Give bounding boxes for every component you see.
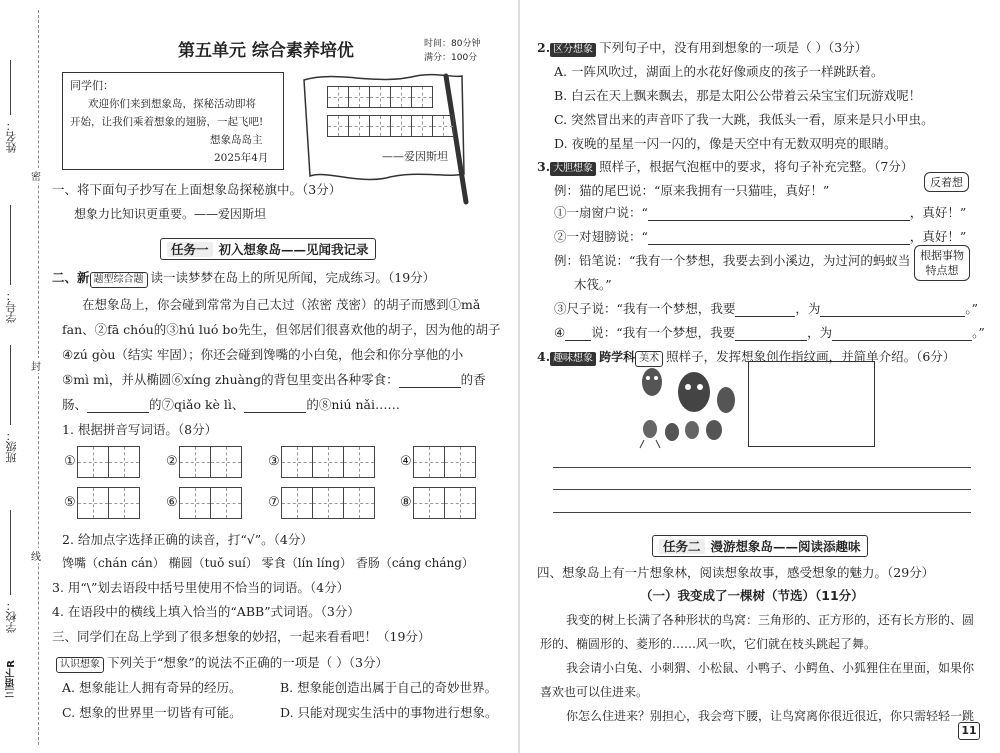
greeting-line2: 欢迎你们来到想象岛，探秘活动即将 — [88, 98, 256, 110]
brand-text: 三语下R — [6, 660, 17, 698]
fill-line-4-post: 。” — [972, 325, 985, 340]
task1-label: 任务一 — [167, 242, 213, 257]
pinyin-grid-5[interactable] — [78, 487, 140, 519]
pinyin-grid-3[interactable] — [282, 446, 375, 478]
greeting-date: 2025年4月 — [214, 152, 269, 164]
fill-line-3-pre: ③尺子说：“我有一个梦想，我要 — [554, 301, 736, 316]
class-blank[interactable] — [10, 345, 11, 425]
q2-1: 1. 根据拼音写词语。（8分） — [62, 422, 218, 437]
seal-mi: 密 — [31, 168, 41, 183]
story-title: （一）我变成了一棵树（节选）（11分） — [640, 588, 864, 603]
q3-title: 三、同学们在岛上学到了很多想象的妙招，一起来看看吧！（19分） — [52, 629, 431, 644]
grid-num-1: ① — [64, 454, 76, 469]
score-total: 满分：100分 — [424, 53, 478, 63]
name-blank[interactable] — [10, 60, 11, 115]
story-line2: 形的、椭圆形的、菱形的……风一吹，它们就在枝头跳起了舞。 — [540, 637, 877, 651]
q3-1-option-c[interactable]: C. 想象的世界里一切皆有可能。 — [62, 705, 242, 720]
pinyin-grid-7[interactable] — [282, 487, 375, 519]
pinyin-grid-8[interactable] — [414, 487, 476, 519]
bubble-feature-line2: 特点想 — [925, 264, 959, 277]
seal-feng: 封 — [31, 358, 41, 373]
page-gutter — [518, 0, 520, 753]
q3-2-option-b[interactable]: B. 白云在天上飘来飘去，那是太阳公公带着云朵宝宝们玩游戏呢！ — [554, 88, 922, 103]
name-label: 姓名： — [5, 120, 18, 153]
abb-blank-3[interactable] — [244, 399, 306, 413]
page-title: 第五单元 综合素养培优 — [178, 41, 354, 61]
story-line5: 你怎么住进来？别担心，我会弯下腰，让鸟窝离你很近很近，你只需轻轻一跳 — [566, 709, 975, 723]
bubble-feature-line1: 根据事物 — [920, 249, 964, 262]
bubble-reverse: 反着想 — [924, 172, 969, 192]
fill-blank-4a[interactable] — [565, 327, 591, 341]
q3-2-option-c[interactable]: C. 突然冒出来的声音吓了我一大跳，我低头一看，原来是只小甲虫。 — [554, 112, 934, 127]
fill-line-2 — [554, 227, 966, 245]
story-line3: 我会请小白兔、小刺猬、小松鼠、小鸭子、小鳄鱼、小狐狸住在里面，如果你 — [566, 661, 975, 675]
greeting-line1: 同学们： — [70, 79, 114, 92]
fill-blank-1[interactable] — [648, 207, 910, 221]
q4-title: 四、想象岛上有一片想象林，阅读想象故事，感受想象的魅力。（29分） — [537, 565, 935, 580]
q2-tag: 题型综合题 — [90, 272, 148, 288]
fill-line-4-pre: ④ — [554, 325, 566, 340]
school-label: 学校： — [5, 600, 18, 633]
binding-line — [38, 10, 39, 745]
fill-blank-4b[interactable] — [735, 327, 807, 341]
fill-line-2-pre: ②一对翅膀说：“ — [554, 229, 648, 244]
grid-num-2: ② — [166, 454, 178, 469]
q3-4-tag2: 跨学科 — [599, 350, 636, 364]
q3-1-option-d[interactable]: D. 只能对现实生活中的事物进行想象。 — [280, 705, 498, 720]
passage-line2: fan、②fā chóu的③hú luó bo先生，但邻居们很喜欢他的胡子，因为他的胡子 — [62, 322, 501, 337]
story-line4: 喜欢也可以住进来。 — [540, 685, 649, 699]
fill-line-3 — [554, 299, 978, 317]
answer-line-3[interactable] — [553, 512, 971, 513]
q3-4: 4. 趣味想象 跨学科 美术 照样子，发挥想象创作指纹画，并简单介绍。（6分） — [537, 347, 955, 367]
pinyin-grid-1[interactable] — [78, 446, 140, 478]
task2-banner — [652, 535, 868, 557]
q2-4: 4. 在语段中的横线上填入恰当的“ABB”式词语。（3分） — [52, 604, 360, 619]
fill-line-1 — [554, 203, 966, 221]
fill-line-3-post: 。” — [965, 301, 979, 316]
q3-1-option-a[interactable]: A. 想象能让人拥有奇异的经历。 — [62, 680, 242, 695]
grid-num-7: ⑦ — [268, 495, 280, 510]
bubble-feature — [914, 245, 970, 281]
q2-header — [52, 268, 435, 288]
q3-1 — [56, 653, 388, 673]
q3-2-text: 下列句子中，没有用到想象的一项是（ ）（3分） — [599, 40, 868, 55]
example-1: 例：猫的尾巴说：“原来我拥有一只猫哇，真好！” — [554, 183, 830, 198]
q3-1-option-b[interactable]: B. 想象能创造出属于自己的奇妙世界。 — [280, 680, 498, 695]
q3-3: 3. 大胆想象 照样子，根据气泡框中的要求，将句子补充完整。（7分） — [537, 159, 914, 174]
greeting-line3: 开始，让我们乘着想象的翅膀，一起飞吧! — [70, 116, 264, 128]
answer-line-2[interactable] — [553, 489, 971, 490]
fill-line-2-post: ，真好！” — [909, 229, 967, 244]
id-label: 学号： — [5, 290, 18, 323]
q3-4-text: 照样子，发挥想象创作指纹画，并简单介绍。（6分） — [666, 349, 956, 364]
q2-prefix: 二、新 — [52, 270, 90, 285]
q3-2-option-a[interactable]: A. 一阵风吹过，湖面上的水花好像顽皮的孩子一样跳跃着。 — [554, 64, 884, 79]
passage-line4-tail: 的香 — [460, 372, 486, 387]
fill-line-1-post: ，真好！” — [909, 205, 967, 220]
fill-line-3-mid: ，为 — [795, 301, 821, 316]
q2-title: 读一读梦梦在岛上的所见所闻，完成练习。（19分） — [150, 270, 436, 285]
pinyin-grid-6[interactable] — [180, 487, 242, 519]
q3-3-text: 照样子，根据气泡框中的要求，将句子补充完整。（7分） — [599, 159, 914, 174]
seal-xian: 线 — [31, 548, 41, 563]
example-2b: 木筏。” — [574, 277, 612, 292]
grid-num-5: ⑤ — [64, 495, 76, 510]
passage-line1: 在想象岛上，你会碰到常常为自己太过（浓密 茂密）的胡子而感到①mǎ — [82, 297, 481, 312]
q2-3: 3. 用“\”划去语段中括号里使用不恰当的词语。（4分） — [52, 580, 350, 595]
q3-2: 2. 区分想象 下列句子中，没有用到想象的一项是（ ）（3分） — [537, 40, 868, 55]
flag-grid-row2[interactable] — [328, 115, 454, 137]
fingerprint-drawing-box[interactable] — [748, 361, 875, 447]
pinyin-grid-2[interactable] — [180, 446, 242, 478]
fill-line-4 — [554, 323, 985, 341]
passage-line5-a: 肠、 — [62, 397, 88, 412]
q3-1-tag: 认识想象 — [56, 657, 104, 673]
q2-2-options[interactable]: 馋嘴（chán cán） 椭圆（tuǒ suí） 零食（lín líng） 香肠（cáng cháng） — [62, 556, 474, 570]
q3-2-option-d[interactable]: D. 夜晚的星星一闪一闪的，像是天空中有无数双明亮的眼睛。 — [554, 136, 897, 151]
q3-4-tag3: 美术 — [635, 351, 663, 367]
story-line1: 我变的树上长满了各种形状的鸟窝：三角形的、正方形的，还有长方形的、圆 — [566, 613, 975, 627]
q3-2-tag: 区分想象 — [550, 43, 596, 57]
task2-label: 任务二 — [659, 539, 705, 554]
abb-blank-1[interactable] — [399, 374, 461, 388]
q1-title: 一、将下面句子抄写在上面想象岛探秘旗中。（3分） — [52, 182, 342, 197]
pinyin-grid-4[interactable] — [414, 446, 476, 478]
task2-title: 漫游想象岛——阅读添趣味 — [710, 539, 861, 554]
example-2a: 例：铅笔说：“我有一个梦想，我要去到小溪边，为过河的蚂蚁当 — [554, 253, 911, 268]
fill-line-4-mid2: ，为 — [807, 325, 833, 340]
fill-line-4-mid1: 说：“我有一个梦想，我要 — [591, 325, 736, 340]
passage-line4-text: ⑤mì mì，并从椭圆⑥xíng zhuàng的背包里变出各种零食： — [62, 372, 399, 387]
fill-blank-3a[interactable] — [735, 303, 795, 317]
flag-caption: ——爱因斯坦 — [382, 150, 448, 163]
abb-blank-2[interactable] — [87, 399, 149, 413]
passage-line5-c: 的⑧niú nǎi…… — [306, 397, 400, 412]
grid-num-8: ⑧ — [400, 495, 412, 510]
fill-line-1-pre: ①一扇窗户说：“ — [554, 205, 648, 220]
task1-banner — [160, 238, 376, 260]
grid-num-4: ④ — [400, 454, 412, 469]
grid-num-3: ③ — [268, 454, 280, 469]
page-number: 11 — [958, 722, 980, 740]
class-label: 班级： — [5, 430, 18, 463]
passage-line5 — [62, 395, 400, 413]
fill-blank-2[interactable] — [648, 231, 910, 245]
fingerprint-example-image — [630, 362, 740, 452]
flag-grid-row1[interactable] — [328, 86, 433, 108]
fill-blank-3b[interactable] — [820, 303, 965, 317]
fill-blank-4c[interactable] — [832, 327, 972, 341]
id-blank[interactable] — [10, 205, 11, 285]
time-limit: 时间：80分钟 — [424, 39, 481, 49]
greeting-signer: 想象岛岛主 — [210, 134, 263, 146]
q3-4-tag: 趣味想象 — [550, 352, 596, 366]
task1-title: 初入想象岛——见闻我记录 — [218, 242, 369, 257]
passage-line3: ④zú gòu（结实 牢固）；你还会碰到馋嘴的小白兔，他会和你分享他的小 — [62, 347, 464, 362]
q2-2: 2. 给加点字选择正确的读音，打“√”。（4分） — [62, 532, 313, 547]
school-blank[interactable] — [10, 510, 11, 595]
grid-num-6: ⑥ — [166, 495, 178, 510]
q1-sentence: 想象力比知识更重要。——爱因斯坦 — [74, 207, 267, 221]
q3-3-tag: 大胆想象 — [550, 162, 596, 176]
passage-line5-b: 的⑦qiǎo kè lì、 — [149, 397, 245, 412]
passage-line4 — [62, 370, 486, 388]
q3-1-text: 下列关于“想象”的说法不正确的一项是（ ）（3分） — [107, 655, 388, 670]
answer-line-1[interactable] — [553, 467, 971, 468]
